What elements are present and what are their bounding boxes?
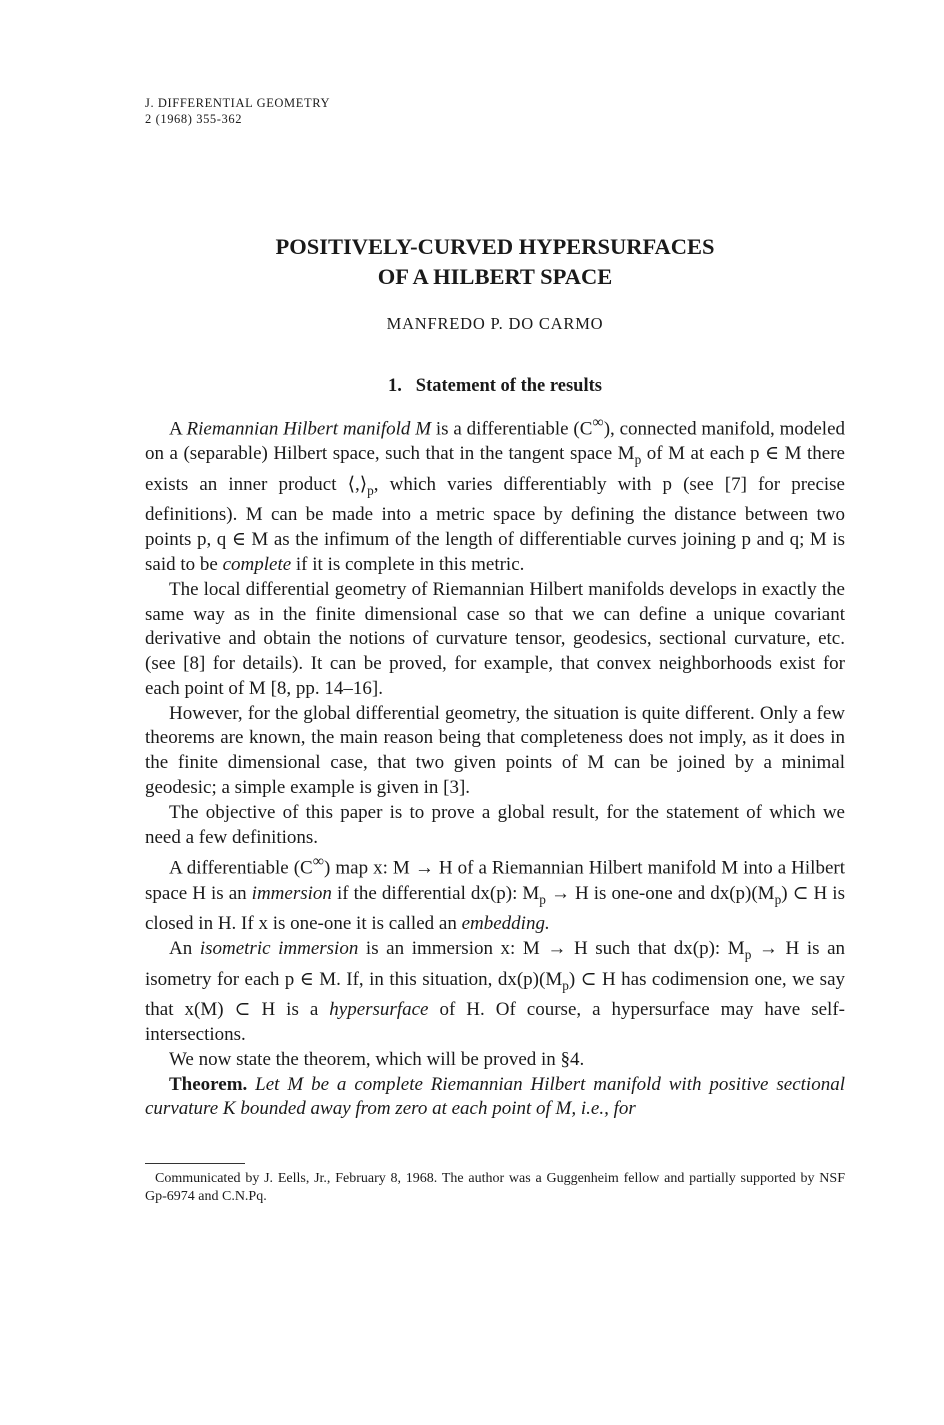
theorem-label: Theorem. [169, 1073, 248, 1095]
body-text [145, 411, 845, 1122]
title-line-2: OF A HILBERT SPACE [377, 264, 613, 289]
journal-name: J. DIFFERENTIAL GEOMETRY [145, 96, 331, 110]
paragraph-3: However, for the global differential geometry, the situation is quite different. Only a few theorems are known, the main reason being that completeness does not imply, as it does in the finite dimensional case, that two given points of M can be joined by a minimal geodesic; a simple example is given in [3]. [145, 702, 845, 799]
footnote: Communicated by J. Eells, Jr., February 8, 1968. The author was a Guggenheim fellow and partially supported by NSF Gp-6974 and C.N.Pq. [145, 1171, 845, 1204]
footnote-rule [145, 1163, 245, 1164]
theorem-statement: Theorem. Let M be a complete Riemannian Hilbert manifold with positive sectional curvature K bounded away from zero at each point of M, i.e., for [145, 1073, 845, 1120]
journal-header [145, 95, 330, 127]
title-line-1: POSITIVELY-CURVED HYPERSURFACES [275, 234, 715, 259]
section-title: Statement of the results [415, 376, 602, 396]
paper-title [0, 232, 944, 292]
paragraph-1: A Riemannian Hilbert manifold M is a differentiable (C∞), connected manifold, modeled on a (separable) Hilbert space, such that in the tangent space $M_p$ of M at each p ∈ M there exists an inner product $⟨,⟩_p$, which varies differentiably with p (see [7] for precise definitions). M can be made into a metric space by defining the distance between two points p, q ∈ M as the infimum of the length of differentiable curves joining p and q; M is said to be complete if it is complete in this metric. [145, 414, 846, 575]
section-heading [0, 376, 944, 397]
section-number: 1. [388, 376, 402, 396]
journal-volume: 2 (1968) 355-362 [145, 112, 243, 126]
paragraph-4: The objective of this paper is to prove a global result, for the statement of which we need a few definitions. [145, 801, 845, 848]
paragraph-7: We now state the theorem, which will be proved in §4. [169, 1048, 585, 1070]
paragraph-6: An isometric immersion is an immersion x: M → H such that dx(p): $M_p \to H$ is an isometry for each p ∈ M. If, in this situation, $dx(p)(M_p)$ ⊂ H has codimension one, we say that x(M) ⊂ H is a hypersurface of H. Of course, a hypersurface may have self-intersections. [145, 937, 846, 1045]
author: MANFREDO P. DO CARMO [386, 314, 604, 333]
paragraph-5: A differentiable (C∞) map x: M → H of a Riemannian Hilbert manifold M into a Hilbert space H is an immersion if the differential dx(p): $M_p \to H$ is one-one and $dx(p)(M_p)$ ⊂ H is closed in H. If x is one-one it is called an embedding. [145, 853, 845, 935]
paragraph-2: The local differential geometry of Riemannian Hilbert manifolds develops in exactly the same way as in the finite dimensional case so that we can define a unique covariant derivative and obtain the notions of curvature tensor, geodesics, sectional curvature, etc. (see [8] for details). It can be proved, for example, that convex neighborhoods exist for each point of M [8, pp. 14–16]. [145, 578, 845, 699]
